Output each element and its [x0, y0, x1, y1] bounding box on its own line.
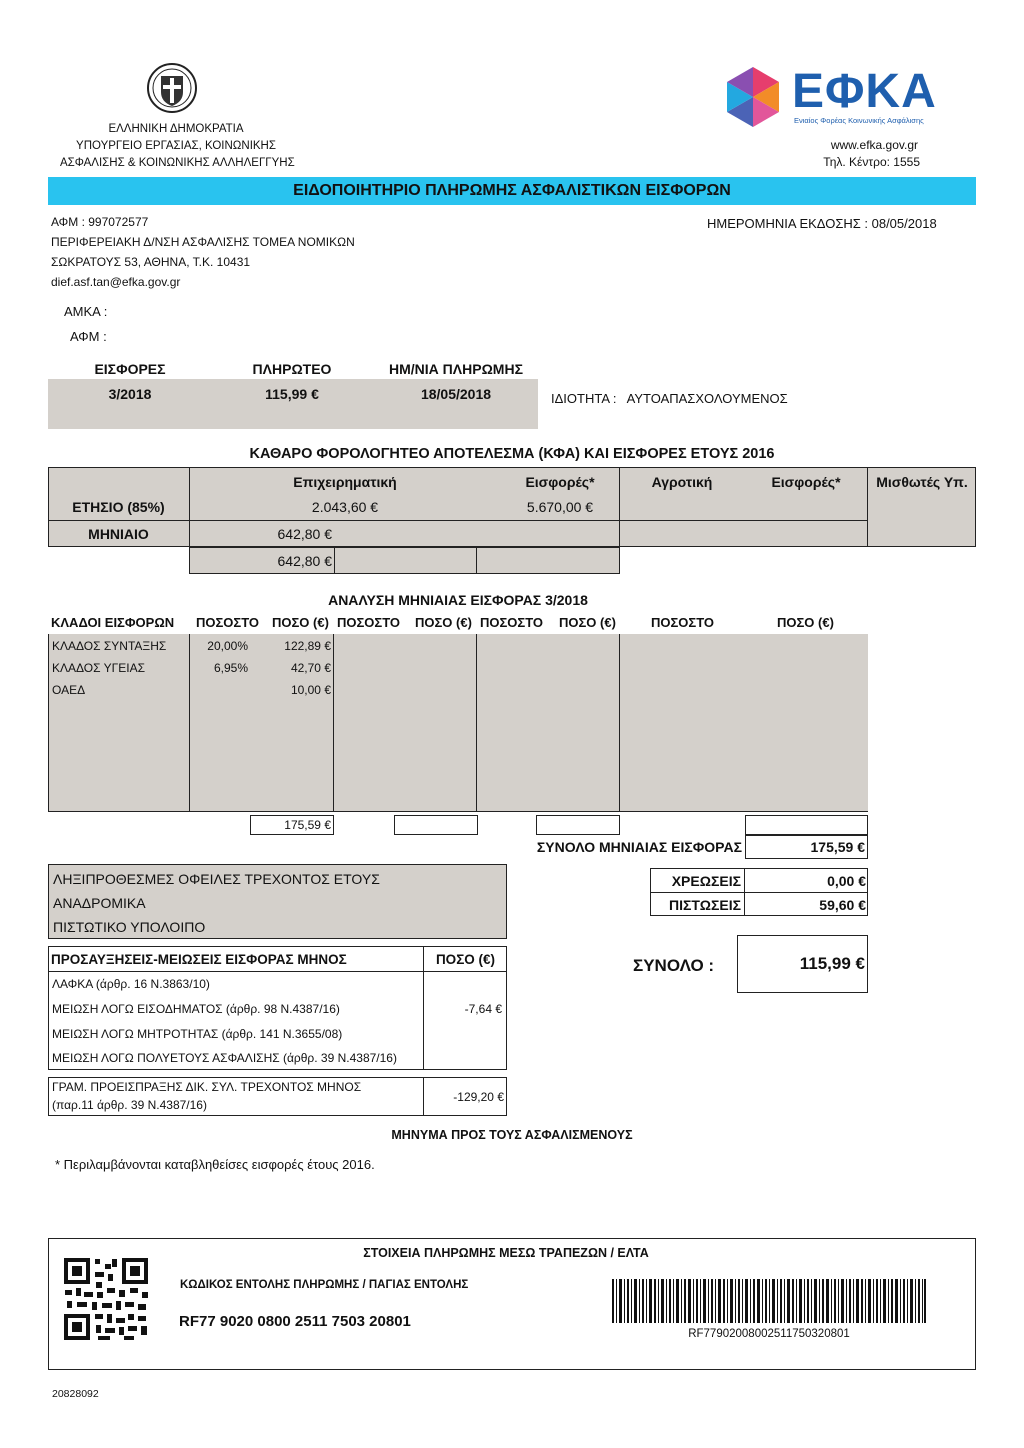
analysis-header-pct: ΠΟΣΟΣΤΟ — [196, 615, 260, 630]
analysis-row-name: ΟΑΕΔ — [52, 683, 86, 697]
issuer-address: ΣΩΚΡΑΤΟΥΣ 53, ΑΘΗΝΑ, Τ.Κ. 10431 — [51, 255, 251, 269]
kfa-subtotal-business: 642,80 € — [277, 553, 332, 569]
analysis-row-amt: 10,00 € — [290, 683, 331, 697]
adjustment-label: ΛΑΦΚΑ (άρθρ. 16 Ν.3863/10) — [52, 977, 210, 991]
credits-amount: 59,60 € — [819, 897, 866, 913]
analysis-header-branches: ΚΛΑΔΟΙ ΕΙΣΦΟΡΩΝ — [51, 615, 175, 630]
analysis-header-amt: ΠΟΣΟ (€) — [272, 615, 329, 630]
kfa-contrib-header: Εισφορές* — [525, 474, 595, 490]
greek-coat-of-arms-icon — [146, 62, 198, 114]
credits-label: ΠΙΣΤΩΣΕΙΣ — [669, 897, 741, 913]
kfa-title: ΚΑΘΑΡΟ ΦΟΡΟΛΟΓΗΤΕΟ ΑΠΟΤΕΛΕΣΜΑ (ΚΦΑ) ΚΑΙ ΕΙΣΦΟΡΕΣ ΕΤΟΥΣ 2016 — [249, 446, 775, 462]
adjustments-amount-header: ΠΟΣΟ (€) — [435, 952, 496, 967]
ministry-line: ΥΠΟΥΡΓΕΙΟ ΕΡΓΑΣΙΑΣ, ΚΟΙΝΩΝΙΚΗΣ — [76, 140, 276, 152]
payment-date-header: ΗΜ/ΝΙΑ ΠΛΗΡΩΜΗΣ — [389, 361, 523, 377]
issuer-office: ΠΕΡΙΦΕΡΕΙΑΚΗ Δ/ΝΣΗ ΑΣΦΑΛΙΣΗΣ ΤΟΜΕΑ ΝΟΜΙΚΩΝ — [51, 235, 355, 249]
adjustment-label: ΜΕΙΩΣΗ ΛΟΓΩ ΕΙΣΟΔΗΜΑΤΟΣ (άρθρ. 98 Ν.4387/16) — [52, 1002, 340, 1016]
analysis-title: ΑΝΑΛΥΣΗ ΜΗΝΙΑΙΑΣ ΕΙΣΦΟΡΑΣ 3/2018 — [328, 592, 588, 608]
analysis-empty-box — [745, 815, 868, 835]
analysis-row-pct: 20,00% — [207, 639, 248, 653]
grand-total-box — [737, 935, 868, 993]
payable-amount: 115,99 € — [265, 386, 319, 402]
retroactive-label: ΑΝΑΔΡΟΜΙΚΑ — [53, 895, 146, 911]
kfa-annual-contrib: 5.670,00 € — [526, 499, 594, 515]
page-title: ΕΙΔΟΠΟΙΗΤΗΡΙΟ ΠΛΗΡΩΜΗΣ ΑΣΦΑΛΙΣΤΙΚΩΝ ΕΙΣΦΟΡΩΝ — [293, 182, 731, 199]
efka-logo-subtitle: Ενιαίος Φορέας Κοινωνικής Ασφάλισης — [794, 116, 924, 125]
analysis-row-pct: 6,95% — [213, 661, 248, 675]
analysis-row-amt: 42,70 € — [290, 661, 331, 675]
analysis-empty-box — [394, 815, 478, 835]
insured-capacity: ΙΔΙΟΤΗΤΑ : ΑΥΤΟΑΠΑΣΧΟΛΟΥΜΕΝΟΣ — [551, 391, 788, 406]
barcode-text: RF779020080025117503208​01 — [688, 1328, 850, 1340]
payable-header: ΠΛΗΡΩΤΕΟ — [252, 361, 332, 377]
adjustment-label: ΜΕΙΩΣΗ ΛΟΓΩ ΠΟΛΥΕΤΟΥΣ ΑΣΦΑΛΙΣΗΣ (άρθρ. 39 Ν.4387/16) — [52, 1051, 397, 1065]
amka-label: ΑΜΚΑ : — [64, 304, 108, 319]
title-banner — [48, 177, 976, 205]
message-title: ΜΗΝΥΜΑ ΠΡΟΣ ΤΟΥΣ ΑΣΦΑΛΙΣΜΕΝΟΥΣ — [391, 1128, 633, 1142]
kfa-annual-label: ΕΤΗΣΙΟ (85%) — [72, 499, 165, 515]
monthly-total: 175,59 € — [810, 839, 865, 855]
qr-code-icon — [62, 1256, 150, 1342]
analysis-subtotal-box — [250, 815, 334, 835]
analysis-subtotal: 175,59 € — [284, 818, 331, 832]
analysis-row-name: ΚΛΑΔΟΣ ΣΥΝΤΑΞΗΣ — [52, 639, 167, 653]
balances-box — [48, 864, 507, 939]
bank-payment-title: ΣΤΟΙΧΕΙΑ ΠΛΗΡΩΜΗΣ ΜΕΣΩ ΤΡΑΠΕΖΩΝ / ΕΛΤΑ — [363, 1246, 649, 1260]
payment-code-label: ΚΩΔΙΚΟΣ ΕΝΤΟΛΗΣ ΠΛΗΡΩΜΗΣ / ΠΑΓΙΑΣ ΕΝΤΟΛΗΣ — [180, 1279, 469, 1291]
adjustment-amount: -7,64 € — [464, 1002, 502, 1016]
analysis-empty-box — [536, 815, 620, 835]
kfa-monthly-business: 642,80 € — [277, 526, 332, 542]
debits-label: ΧΡΕΩΣΕΙΣ — [671, 873, 741, 889]
analysis-table — [48, 634, 868, 812]
kfa-monthly-label: ΜΗΝΙΑΙΟ — [88, 526, 149, 542]
document-id: 20828092 — [52, 1388, 99, 1400]
issuer-info — [51, 212, 355, 292]
phone-number: Τηλ. Κέντρο: 1555 — [823, 155, 920, 169]
efka-logo-text: ΕΦΚΑ — [792, 65, 937, 118]
adjustment-label: ΜΕΙΩΣΗ ΛΟΓΩ ΜΗΤΡΟΤΗΤΑΣ (άρθρ. 141 Ν.3655/08) — [52, 1027, 343, 1041]
grand-total-value: 115,99 € — [799, 954, 865, 973]
ministry-line: ΕΛΛΗΝΙΚΗ ΔΗΜΟΚΡΑΤΙΑ — [108, 123, 244, 135]
analysis-row-name: ΚΛΑΔΟΣ ΥΓΕΙΑΣ — [52, 661, 146, 675]
debits-amount: 0,00 € — [827, 873, 866, 889]
kfa-employees-header: Μισθωτές Υπ. — [876, 474, 968, 490]
message-note: * Περιλαμβάνονται καταβληθείσες εισφορές έτους 2016. — [55, 1157, 375, 1172]
analysis-header-amt: ΠΟΣΟ (€) — [415, 615, 472, 630]
kfa-annual-business: 2.043,60 € — [311, 499, 379, 515]
insured-afm-label: ΑΦΜ : — [70, 329, 107, 344]
analysis-header-pct: ΠΟΣΟΣΤΟ — [651, 615, 715, 630]
ministry-name — [60, 121, 295, 172]
adjustments-title: ΠΡΟΣΑΥΞΗΣΕΙΣ-ΜΕΙΩΣΕΙΣ ΕΙΣΦΟΡΑΣ ΜΗΝΟΣ — [51, 952, 347, 967]
issue-date: ΗΜΕΡΟΜΗΝΙΑ ΕΚΔΟΣΗΣ : 08/05/2018 — [707, 216, 937, 231]
analysis-row-amt: 122,89 € — [284, 639, 331, 653]
issuer-email[interactable]: dief.asf.tan@efka.gov.gr — [51, 275, 181, 289]
monthly-total-label: ΣΥΝΟΛΟ ΜΗΝΙΑΙΑΣ ΕΙΣΦΟΡΑΣ — [536, 839, 742, 855]
website-link[interactable]: www.efka.gov.gr — [830, 138, 918, 152]
ministry-line: ΑΣΦΑΛΙΣΗΣ & ΚΟΙΝΩΝΙΚΗΣ ΑΛΛΗΛΕΓΓΥΗΣ — [60, 157, 295, 169]
overdue-label: ΛΗΞΙΠΡΟΘΕΣΜΕΣ ΟΦΕΙΛΕΣ ΤΡΕΧΟΝΤΟΣ ΕΤΟΥΣ — [53, 871, 380, 887]
monthly-total-box — [745, 835, 868, 859]
barcode-icon — [612, 1279, 926, 1323]
kfa-agri-contrib-header: Εισφορές* — [771, 474, 841, 490]
prepayment-line: (παρ.11 άρθρ. 39 Ν.4387/16) — [52, 1098, 207, 1112]
analysis-header-pct: ΠΟΣΟΣΤΟ — [480, 615, 544, 630]
payment-code: RF77 9020 0800 2511 7503 20801 — [179, 1313, 411, 1330]
payment-date: 18/05/2018 — [420, 386, 492, 402]
efka-logo-icon — [724, 66, 782, 128]
grand-total-label: ΣΥΝΟΛΟ : — [633, 956, 715, 975]
contrib-header: ΕΙΣΦΟΡΕΣ — [94, 361, 166, 377]
prepayment-amount: -129,20 € — [453, 1090, 504, 1104]
kfa-agri-header: Αγροτική — [651, 474, 713, 490]
analysis-header-pct: ΠΟΣΟΣΤΟ — [337, 615, 401, 630]
analysis-header-amt: ΠΟΣΟ (€) — [777, 615, 834, 630]
credit-balance-label: ΠΙΣΤΩΤΙΚΟ ΥΠΟΛΟΙΠΟ — [53, 919, 206, 935]
kfa-business-header: Επιχειρηματική — [293, 474, 397, 490]
prepayment-line: ΓΡΑΜ. ΠΡΟΕΙΣΠΡΑΞΗΣ ΔΙΚ. ΣΥΛ. ΤΡΕΧΟΝΤΟΣ ΜΗΝΟΣ — [52, 1080, 362, 1094]
analysis-header-amt: ΠΟΣΟ (€) — [559, 615, 616, 630]
contrib-period: 3/2018 — [108, 386, 152, 402]
issuer-afm: ΑΦΜ : 997072577 — [51, 215, 149, 229]
